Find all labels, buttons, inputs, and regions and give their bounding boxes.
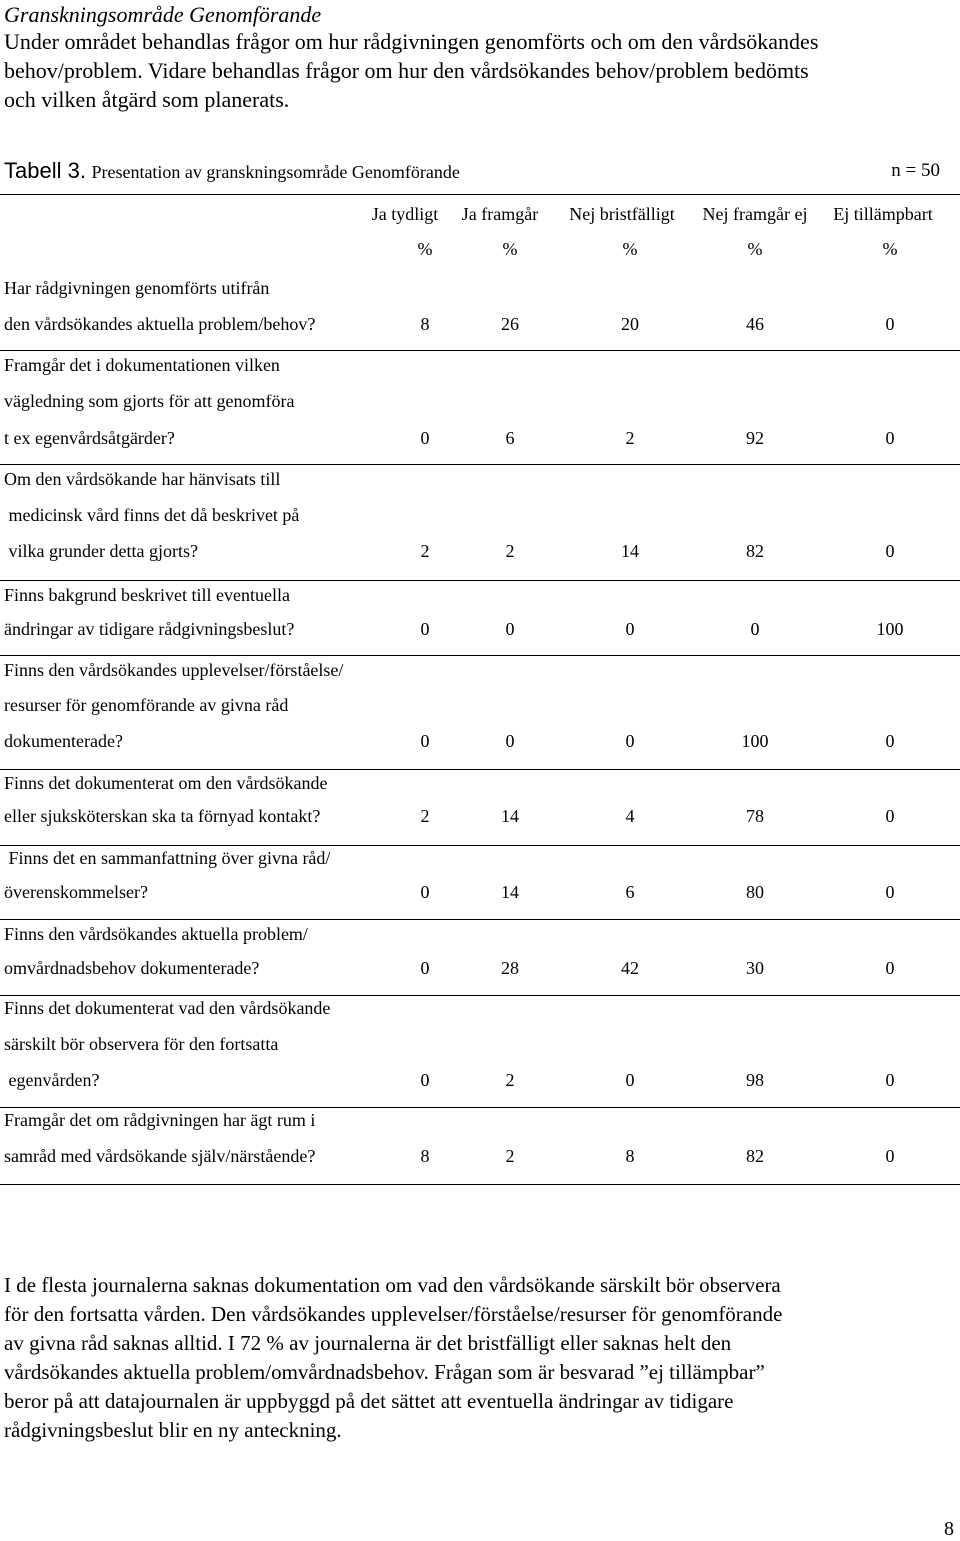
question-line: t ex egenvårdsåtgärder? bbox=[4, 428, 175, 448]
table-cell-value: 0 bbox=[505, 731, 515, 751]
sample-size: n = 50 bbox=[891, 160, 940, 181]
table-cell-value: 6 bbox=[625, 882, 635, 902]
table-cell-value: 78 bbox=[746, 806, 764, 826]
row-rule bbox=[0, 655, 960, 656]
table-cell-value: 2 bbox=[505, 541, 515, 561]
table-cell-value: 0 bbox=[625, 731, 635, 751]
table-cell-value: 0 bbox=[420, 428, 430, 448]
question-line: Framgår det om rådgivningen har ägt rum i bbox=[4, 1110, 316, 1130]
table-cell-value: 0 bbox=[885, 731, 895, 751]
question-line: överenskommelser? bbox=[4, 882, 148, 902]
summary-line: beror på att datajournalen är uppbyggd på det sättet att eventuella ändringar av tidigare bbox=[4, 1389, 734, 1413]
table-cell-value: 20 bbox=[621, 314, 639, 334]
summary-line: av givna råd saknas alltid. I 72 % av journalerna är det bristfälligt eller saknas helt den bbox=[4, 1331, 732, 1355]
table-cell-value: 0 bbox=[505, 619, 515, 639]
question-line: Framgår det i dokumentationen vilken bbox=[4, 355, 280, 375]
table-cell-value: 2 bbox=[625, 428, 635, 448]
question-line: medicinsk vård finns det då beskrivet på bbox=[4, 505, 300, 525]
column-unit: % bbox=[417, 239, 433, 259]
intro-line: behov/problem. Vidare behandlas frågor om hur den vårdsökandes behov/problem bedömts bbox=[4, 58, 809, 83]
summary-line: rådgivningsbeslut blir en ny anteckning. bbox=[4, 1418, 342, 1442]
question-line: ändringar av tidigare rådgivningsbeslut? bbox=[4, 619, 295, 639]
table-cell-value: 2 bbox=[420, 541, 430, 561]
row-rule bbox=[0, 1184, 960, 1185]
table-cell-value: 0 bbox=[420, 731, 430, 751]
table-caption-text: Presentation av granskningsområde Genomförande bbox=[91, 162, 460, 182]
table-top-rule bbox=[0, 194, 960, 195]
table-cell-value: 0 bbox=[885, 1070, 895, 1090]
table-cell-value: 2 bbox=[420, 806, 430, 826]
column-header: Ej tillämpbart bbox=[833, 204, 933, 224]
table-cell-value: 42 bbox=[621, 958, 639, 978]
table-cell-value: 28 bbox=[501, 958, 519, 978]
table-caption-label: Tabell 3. bbox=[4, 158, 86, 183]
table-cell-value: 14 bbox=[501, 806, 519, 826]
table-cell-value: 0 bbox=[885, 314, 895, 334]
table-cell-value: 8 bbox=[420, 1146, 430, 1166]
question-line: Har rådgivningen genomförts utifrån bbox=[4, 278, 270, 298]
question-line: Finns det dokumenterat vad den vårdsökande bbox=[4, 998, 331, 1018]
table-cell-value: 2 bbox=[505, 1070, 515, 1090]
row-rule bbox=[0, 1107, 960, 1108]
column-header: Nej bristfälligt bbox=[569, 204, 675, 224]
row-rule bbox=[0, 919, 960, 920]
summary-line: I de flesta journalerna saknas dokumentation om vad den vårdsökande särskilt bör observera bbox=[4, 1273, 781, 1297]
summary-line: för den fortsatta vården. Den vårdsökandes upplevelser/förståelse/resurser för genomförande bbox=[4, 1302, 783, 1326]
table-cell-value: 4 bbox=[625, 806, 635, 826]
table-caption bbox=[4, 158, 460, 184]
table-cell-value: 0 bbox=[420, 882, 430, 902]
column-unit: % bbox=[882, 239, 898, 259]
table-cell-value: 46 bbox=[746, 314, 764, 334]
table-cell-value: 100 bbox=[876, 619, 904, 639]
question-line: dokumenterade? bbox=[4, 731, 123, 751]
table-cell-value: 0 bbox=[625, 619, 635, 639]
table-cell-value: 0 bbox=[420, 958, 430, 978]
question-line: resurser för genomförande av givna råd bbox=[4, 695, 289, 715]
intro-line: Under området behandlas frågor om hur rådgivningen genomförts och om den vårdsökandes bbox=[4, 29, 819, 54]
row-rule bbox=[0, 580, 960, 581]
row-rule bbox=[0, 464, 960, 465]
table-cell-value: 14 bbox=[621, 541, 639, 561]
page-number: 8 bbox=[944, 1518, 954, 1540]
table-cell-value: 0 bbox=[885, 958, 895, 978]
question-line: den vårdsökandes aktuella problem/behov? bbox=[4, 314, 316, 334]
row-rule bbox=[0, 845, 960, 846]
question-line: vilka grunder detta gjorts? bbox=[4, 541, 198, 561]
summary-line: vårdsökandes aktuella problem/omvårdnadsbehov. Frågan som är besvarad ”ej tillämpbar” bbox=[4, 1360, 765, 1384]
row-rule bbox=[0, 769, 960, 770]
question-line: omvårdnadsbehov dokumenterade? bbox=[4, 958, 260, 978]
table-cell-value: 0 bbox=[885, 806, 895, 826]
table-cell-value: 100 bbox=[741, 731, 769, 751]
row-rule bbox=[0, 995, 960, 996]
question-line: Om den vårdsökande har hänvisats till bbox=[4, 469, 281, 489]
table-cell-value: 0 bbox=[885, 541, 895, 561]
table-cell-value: 30 bbox=[746, 958, 764, 978]
table-cell-value: 14 bbox=[501, 882, 519, 902]
section-heading: Granskningsområde Genomförande bbox=[4, 2, 322, 27]
table-cell-value: 8 bbox=[420, 314, 430, 334]
table-cell-value: 80 bbox=[746, 882, 764, 902]
question-line: Finns den vårdsökandes upplevelser/förståelse/ bbox=[4, 660, 344, 680]
question-line: Finns bakgrund beskrivet till eventuella bbox=[4, 585, 290, 605]
table-cell-value: 0 bbox=[750, 619, 760, 639]
table-cell-value: 98 bbox=[746, 1070, 764, 1090]
table-cell-value: 82 bbox=[746, 541, 764, 561]
table-cell-value: 6 bbox=[505, 428, 515, 448]
question-line: samråd med vårdsökande själv/närstående? bbox=[4, 1146, 316, 1166]
table-cell-value: 26 bbox=[501, 314, 519, 334]
question-line: vägledning som gjorts för att genomföra bbox=[4, 391, 295, 411]
column-header: Ja tydligt bbox=[371, 204, 439, 224]
table-cell-value: 0 bbox=[420, 1070, 430, 1090]
table-cell-value: 8 bbox=[625, 1146, 635, 1166]
table-cell-value: 0 bbox=[885, 882, 895, 902]
table-cell-value: 2 bbox=[505, 1146, 515, 1166]
question-line: Finns den vårdsökandes aktuella problem/ bbox=[4, 924, 308, 944]
column-unit: % bbox=[502, 239, 518, 259]
column-unit: % bbox=[747, 239, 763, 259]
question-line: Finns det dokumenterat om den vårdsökande bbox=[4, 773, 328, 793]
table-cell-value: 0 bbox=[625, 1070, 635, 1090]
question-line: egenvården? bbox=[4, 1070, 100, 1090]
row-rule bbox=[0, 350, 960, 351]
table-cell-value: 0 bbox=[885, 1146, 895, 1166]
table-cell-value: 0 bbox=[885, 428, 895, 448]
table-cell-value: 92 bbox=[746, 428, 764, 448]
question-line: eller sjuksköterskan ska ta förnyad kontakt? bbox=[4, 806, 321, 826]
intro-line: och vilken åtgärd som planerats. bbox=[4, 87, 290, 112]
column-header: Nej framgår ej bbox=[702, 204, 808, 224]
column-header: Ja framgår bbox=[461, 204, 539, 224]
question-line: särskilt bör observera för den fortsatta bbox=[4, 1034, 279, 1054]
question-line: Finns det en sammanfattning över givna råd/ bbox=[4, 848, 331, 868]
table-cell-value: 82 bbox=[746, 1146, 764, 1166]
column-unit: % bbox=[622, 239, 638, 259]
table-cell-value: 0 bbox=[420, 619, 430, 639]
